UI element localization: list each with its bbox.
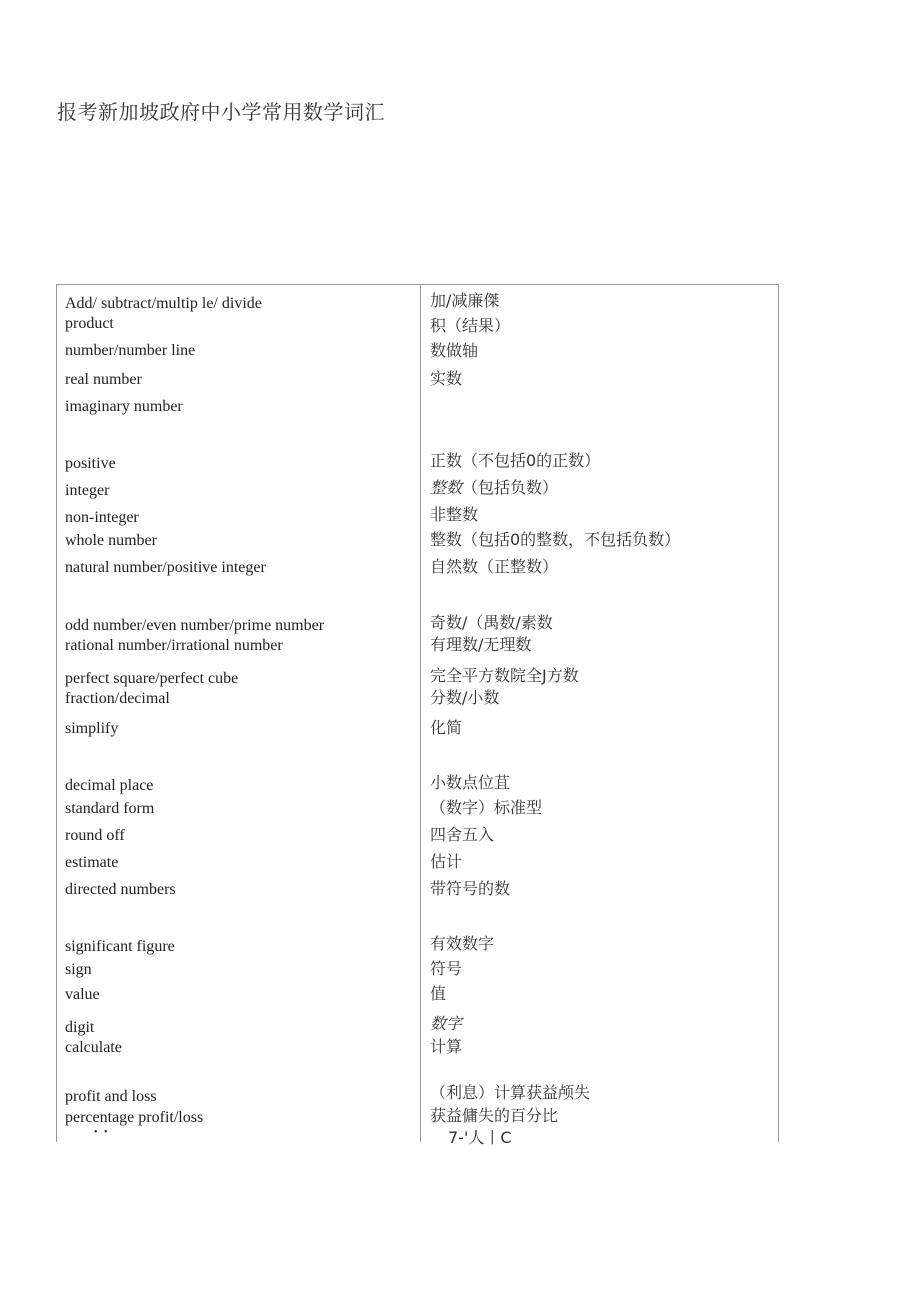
term-en: directed numbers	[65, 881, 176, 898]
term-en: value	[65, 986, 100, 1003]
term-zh: （数字）标准型	[430, 798, 543, 817]
term-en: digit	[65, 1019, 95, 1036]
term-zh: （利息）计算获益颅失	[430, 1083, 591, 1102]
term-zh: 非整数	[430, 505, 479, 524]
term-zh: 小数点位苴	[430, 773, 511, 792]
term-en: imaginary number	[65, 398, 183, 415]
term-zh: 有效数字	[430, 934, 495, 953]
term-en: • •	[94, 1127, 110, 1138]
term-en: product	[65, 315, 114, 332]
term-zh: 符号	[430, 959, 463, 978]
term-en: rational number/irrational number	[65, 637, 283, 654]
term-zh: 值	[430, 984, 447, 1003]
term-zh-row	[430, 478, 558, 498]
term-zh: 数做轴	[430, 341, 479, 360]
term-en: whole number	[65, 532, 157, 549]
term-en: fraction/decimal	[65, 690, 170, 707]
term-en: profit and loss	[65, 1088, 157, 1105]
term-zh: 正数（不包括0的正数）	[430, 451, 601, 470]
term-zh: （包括负数）	[462, 478, 559, 497]
term-en: positive	[65, 455, 116, 472]
term-zh: 实数	[430, 369, 463, 388]
term-en: standard form	[65, 800, 155, 817]
term-en: integer	[65, 482, 110, 499]
term-en: estimate	[65, 854, 119, 871]
column-divider	[420, 284, 421, 1142]
term-zh: 有理数/无理数	[430, 635, 532, 654]
term-zh: 加/减廉傑	[430, 291, 500, 310]
term-zh-italic: 整数	[430, 478, 463, 497]
term-zh: 带符号的数	[430, 879, 511, 898]
term-zh: 化简	[430, 718, 463, 737]
term-zh: 估计	[430, 852, 463, 871]
term-en: real number	[65, 371, 142, 388]
term-en: odd number/even number/prime number	[65, 617, 325, 634]
term-zh: 完全平方数院全J方数	[430, 666, 579, 685]
term-zh: 四舍五入	[430, 825, 495, 844]
term-en: natural number/positive integer	[65, 559, 266, 576]
term-zh: 积（结果）	[430, 316, 511, 335]
term-zh: 获益傭失的百分比	[430, 1106, 559, 1125]
term-en: number/number line	[65, 342, 196, 359]
term-en: Add/ subtract/multip le/ divide	[65, 295, 262, 312]
term-en: simplify	[65, 720, 119, 737]
term-en: perfect square/perfect cube	[65, 670, 239, 687]
term-zh: 计算	[430, 1037, 463, 1056]
term-en: calculate	[65, 1039, 122, 1056]
page-title: 报考新加坡政府中小学常用数学词汇	[57, 100, 385, 124]
term-en: non-integer	[65, 509, 139, 526]
term-zh: 奇数/（禺数/素数	[430, 613, 553, 632]
term-zh-italic: 数字	[430, 1014, 463, 1033]
term-en: round off	[65, 827, 125, 844]
term-en: sign	[65, 961, 92, 978]
term-zh: 7-'人丨C	[448, 1128, 512, 1147]
term-en: significant figure	[65, 938, 175, 955]
term-zh: 分数/小数	[430, 688, 500, 707]
term-zh: 整数（包括0的整数，不包括负数）	[430, 530, 681, 549]
term-en: decimal place	[65, 777, 154, 794]
term-zh: 自然数（正整数）	[430, 557, 559, 576]
term-en: percentage profit/loss	[65, 1109, 204, 1126]
